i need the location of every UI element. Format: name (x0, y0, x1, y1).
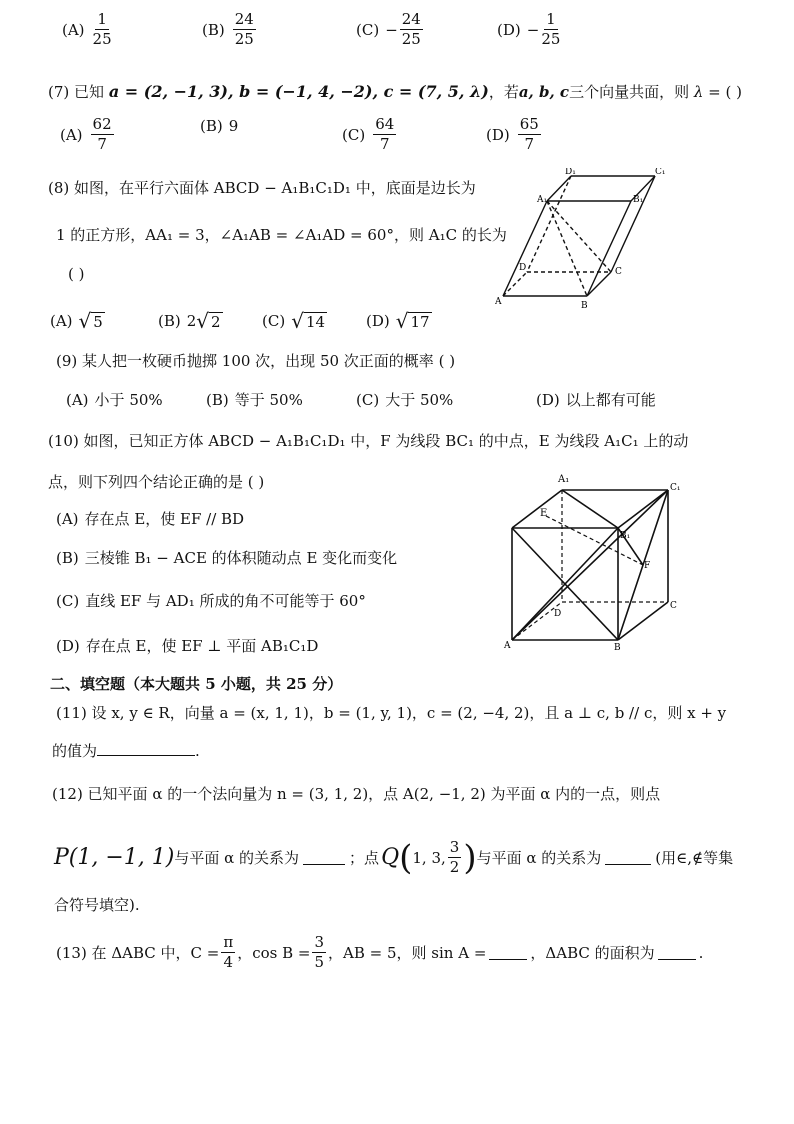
q10-cube-figure (500, 468, 685, 653)
q8-line2: 1 的正方形，AA₁ = 3，∠A₁AB = ∠A₁AD = 60°，则 A₁C 的长为 (56, 226, 507, 244)
q12-line3: 合符号填空). (54, 896, 140, 914)
fraction: $\frac{1}{25}$ (92, 10, 112, 48)
q12-line2: P(1, −1, 1) 与平面 α 的关系为 ；点 Q ( 1, 3, $\frac{3}{2}$ ) 与平面 α 的关系为 (用∈,∉等集 (54, 837, 734, 878)
option-a: (A) √ 5 (50, 309, 103, 333)
option-b: (B) 9 (200, 117, 239, 135)
fraction: $\frac{62}{7}$ (92, 115, 112, 153)
q8-line3: ( ) (68, 265, 85, 283)
q12-answer-blank-2[interactable] (605, 850, 651, 865)
q13-answer-blank-2[interactable] (658, 945, 696, 960)
q10-option-c: (C) 直线 EF 与 AD₁ 所成的角不可能等于 60° (56, 591, 366, 610)
label-c1: C₁ (670, 483, 681, 493)
label-d: D (554, 609, 562, 619)
q13-stem: (13) 在 ΔABC 中，C = $\frac{\pi}{4}$ ，cos B = $\frac{3}{5}$ ，AB = 5，则 sin A = ，ΔABC 的面积为 . (56, 933, 704, 971)
sign: − (526, 20, 540, 39)
option-a: (A) $\frac{1}{25}$ (62, 10, 112, 48)
q13-answer-blank-1[interactable] (489, 945, 527, 960)
fraction: $\frac{24}{25}$ (234, 10, 254, 48)
option-b: (B) 等于 50% (206, 390, 303, 409)
q10-line1: (10) 如图，已知正方体 ABCD − A₁B₁C₁D₁ 中，F 为线段 BC₁ 的中点，E 为线段 A₁C₁ 上的动 (48, 432, 689, 450)
label-c: C (615, 267, 622, 277)
fraction: $\frac{65}{7}$ (519, 115, 539, 153)
option-b: (B) $\frac{24}{25}$ (202, 10, 254, 48)
option-d: (D) $\frac{65}{7}$ (486, 115, 539, 153)
q8-line1: (8) 如图，在平行六面体 ABCD − A₁B₁C₁D₁ 中，底面是边长为 (48, 179, 476, 197)
q10-option-a: (A) 存在点 E，使 EF // BD (56, 509, 245, 528)
option-d: (D) √ 17 (366, 309, 430, 333)
label-d1: D₁ (565, 168, 576, 177)
label-c: C (670, 601, 677, 611)
option-d: (D) − $\frac{1}{25}$ (497, 10, 561, 48)
q11-answer-blank[interactable] (97, 741, 195, 756)
q8-parallelepiped-figure (495, 168, 675, 313)
label-b: B (581, 301, 588, 311)
option-c: (C) √ 14 (262, 309, 326, 333)
q11-line1: (11) 设 x, y ∈ R，向量 a = (x, 1, 1)，b = (1, y, 1)，c = (2, −4, 2)，且 a ⊥ c, b // c，则 x + y (56, 704, 727, 722)
q7-stem: (7) 已知 a = (2, −1, 3), b = (−1, 4, −2), c = (7, 5, λ)，若a, b, c三个向量共面，则 λ = ( ) (48, 82, 742, 101)
option-c: (C) − $\frac{24}{25}$ (356, 10, 421, 48)
q10-line2: 点，则下列四个结论正确的是 ( ) (48, 473, 265, 491)
label-c1: C₁ (655, 168, 666, 177)
q9-stem: (9) 某人把一枚硬币抛掷 100 次，出现 50 次正面的概率 ( ) (56, 352, 456, 370)
option-a: (A) $\frac{62}{7}$ (60, 115, 112, 153)
label-a: A (495, 297, 502, 307)
label-e: E (540, 508, 548, 519)
option-c: (C) 大于 50% (356, 390, 454, 409)
option-b: (B) 2 √ 2 (158, 309, 221, 333)
option-c: (C) $\frac{64}{7}$ (342, 115, 395, 153)
sign: − (385, 20, 398, 39)
option-d: (D) 以上都有可能 (536, 390, 656, 409)
q12-line1: (12) 已知平面 α 的一个法向量为 n = (3, 1, 2)，点 A(2, −1, 2) 为平面 α 内的一点，则点 (52, 785, 661, 803)
q10-option-d: (D) 存在点 E，使 EF ⊥ 平面 AB₁C₁D (56, 636, 319, 655)
label-a1: A₁ (558, 474, 570, 485)
q10-option-b: (B) 三棱锥 B₁ − ACE 的体积随动点 E 变化而变化 (56, 548, 398, 567)
option-a: (A) 小于 50% (66, 390, 163, 409)
label-d: D (519, 263, 527, 273)
fraction: $\frac{1}{25}$ (541, 10, 561, 48)
fraction: $\frac{24}{25}$ (401, 10, 421, 48)
label-b: B (614, 643, 621, 653)
label-b1: B₁ (633, 195, 644, 205)
q12-answer-blank-1[interactable] (303, 850, 345, 865)
label-a: A (504, 641, 511, 651)
label-b1: B₁ (620, 531, 631, 541)
label-f: F (644, 561, 651, 571)
q11-line2: 的值为 . (52, 742, 200, 760)
label-a1: A₁ (537, 195, 548, 205)
fraction: $\frac{64}{7}$ (375, 115, 395, 153)
section-2-title: 二、填空题（本大题共 5 小题，共 25 分） (50, 675, 343, 693)
